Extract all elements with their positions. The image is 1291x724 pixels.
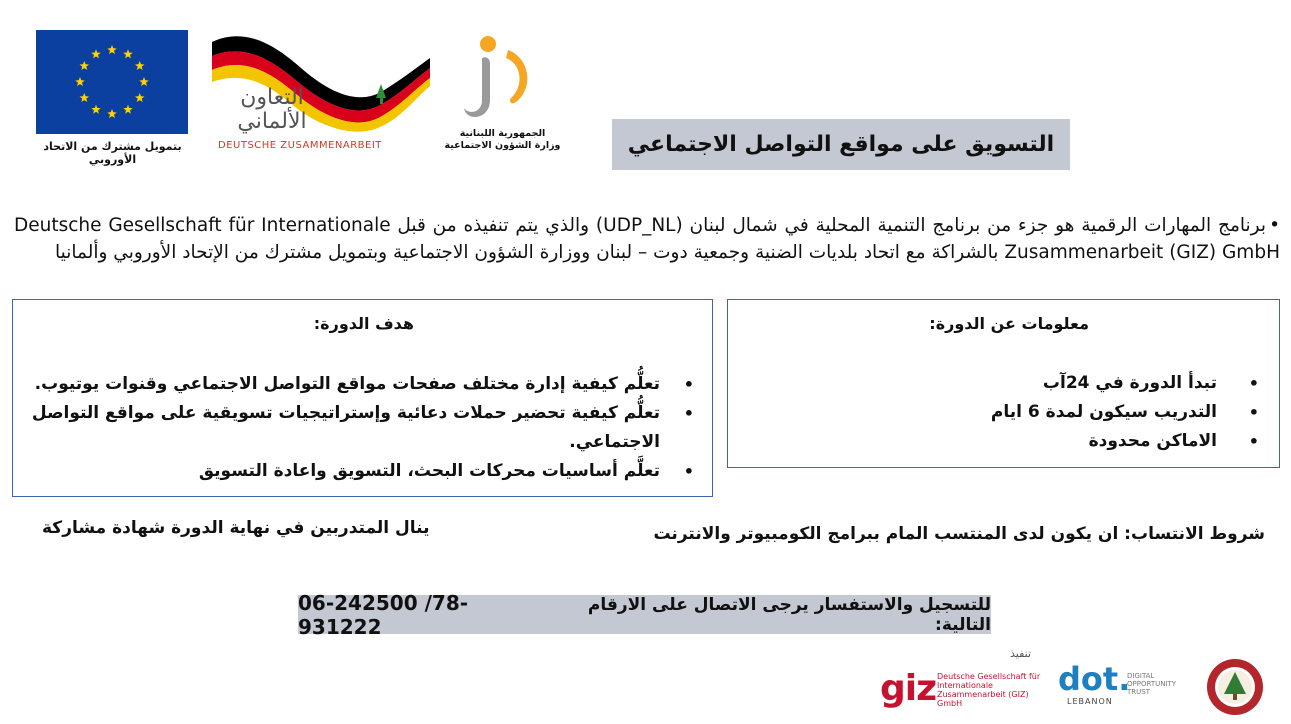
giz-logo-subtitle: Deutsche Gesellschaft für Internationale Zusammenarbeit (GIZ) GmbH xyxy=(937,672,1041,708)
course-goal-list xyxy=(22,370,702,486)
list-item: • تعلَّم أساسيات محركات البحث، التسويق واعادة التسويق xyxy=(22,457,702,486)
certificate-note: ينال المتدربين في نهاية الدورة شهادة مشاركة xyxy=(42,518,430,538)
list-item: • تبدأ الدورة في 24آب xyxy=(969,368,1269,399)
course-info-box xyxy=(727,299,1280,468)
list-item: • الاماكن محدودة xyxy=(969,426,1269,457)
page-title: التسويق على مواقع التواصل الاجتماعي xyxy=(612,119,1070,170)
list-item: • تعلُّم كيفية تحضير حملات دعائية وإستراتيجيات تسويقية على مواقع التواصل الاجتماعي. xyxy=(22,399,702,457)
ministry-caption-line-1: الجمهورية اللبنانية xyxy=(459,128,546,139)
enrollment-conditions: شروط الانتساب: ان يكون لدى المنتسب المام ببرامج الكومبيوتر والانترنت xyxy=(653,524,1265,544)
course-goal-box xyxy=(12,299,713,497)
contact-box xyxy=(298,590,991,639)
eu-flag-logo xyxy=(36,30,188,134)
dot-logo-subtitle: DIGITAL OPPORTUNITY TRUST xyxy=(1127,672,1177,696)
giz-logo: giz xyxy=(880,668,937,709)
course-goal-heading: هدف الدورة: xyxy=(313,314,414,333)
ministry-caption xyxy=(440,128,565,152)
course-info-heading: معلومات عن الدورة: xyxy=(929,314,1089,333)
municipalities-union-seal-icon xyxy=(1206,658,1264,716)
list-item: • تعلُّم كيفية إدارة مختلف صفحات مواقع التواصل الاجتماعي وقنوات يوتيوب. xyxy=(22,370,702,399)
implemented-by-label: تنفيذ xyxy=(1010,647,1032,660)
intro-paragraph xyxy=(14,212,1280,266)
eu-caption: بتمويل مشترك من الاتحاد الأوروبي xyxy=(43,140,182,166)
german-cooperation-german: DEUTSCHE ZUSAMMENARBEIT xyxy=(218,140,382,151)
german-cooperation-arabic: التعاون الألماني xyxy=(237,85,307,134)
ministry-social-affairs-logo xyxy=(456,30,536,130)
bullet-icon: • xyxy=(1269,215,1281,236)
list-item: • التدريب سيكون لمدة 6 ايام xyxy=(969,397,1269,428)
contact-phones: 06-242500 /78-931222 xyxy=(298,590,469,639)
contact-label: للتسجيل والاستفسار يرجى الاتصال على الارقام التالية: xyxy=(587,594,991,635)
intro-text: برنامج المهارات الرقمية هو جزء من برنامج التنمية المحلية في شمال لبنان (UDP_NL) والذي يتم تنفيذه من قبل Deutsche Gesellschaft für Internationale Zusammenarbeit (GIZ) GmbH بالشراكة مع اتحاد بلديات الضنية وجمعية دوت – لبنان ووزارة الشؤون الاجتماعية وبتمويل مشترك من الإتحاد الأوروبي وألمانيا xyxy=(14,215,1280,263)
dot-logo: dot. xyxy=(1058,660,1131,698)
dot-logo-lebanon: LEBANON xyxy=(1067,697,1113,706)
course-info-list xyxy=(969,368,1269,457)
ministry-caption-line-2: وزارة الشؤون الاجتماعية xyxy=(444,140,561,151)
